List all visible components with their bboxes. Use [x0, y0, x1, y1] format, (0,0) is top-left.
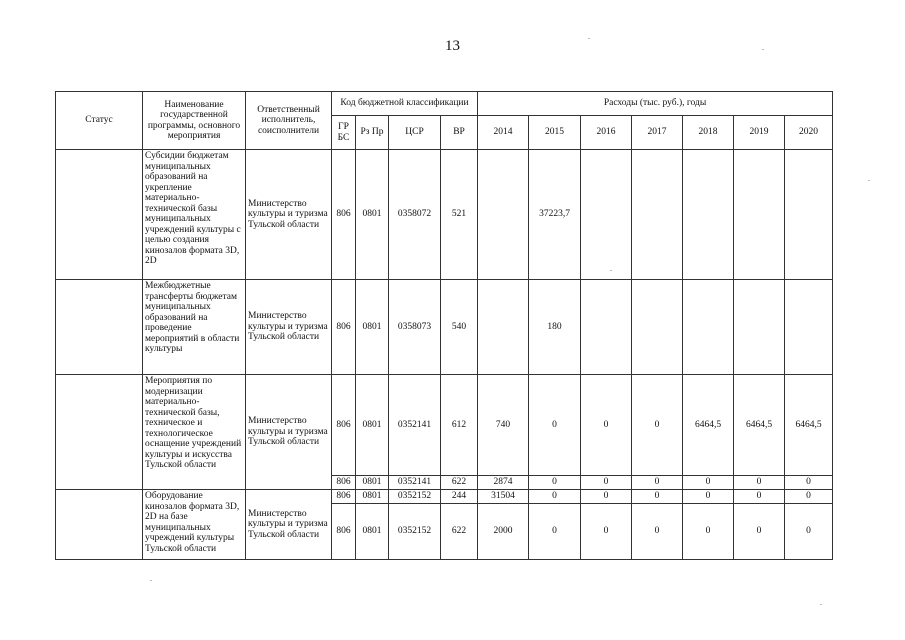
executor-cell: Министерство культуры и туризма Тульской области — [246, 280, 332, 375]
status-cell — [56, 280, 143, 375]
grbs-cell: 806 — [332, 490, 356, 504]
header-status: Статус — [56, 92, 143, 150]
value-cell: 0 — [632, 490, 683, 504]
vr-cell: 622 — [441, 504, 478, 560]
vr-cell: 521 — [441, 150, 478, 280]
value-cell — [478, 280, 529, 375]
header-csr: ЦСР — [389, 116, 441, 150]
value-cell: 0 — [683, 490, 734, 504]
value-cell — [785, 280, 833, 375]
header-vr: ВР — [441, 116, 478, 150]
value-cell: 6464,5 — [683, 375, 734, 476]
value-cell: 0 — [785, 490, 833, 504]
executor-cell: Министерство культуры и туризма Тульской области — [246, 150, 332, 280]
header-rzpr: Рз Пр — [356, 116, 389, 150]
value-cell — [734, 280, 785, 375]
scan-speck — [150, 580, 152, 581]
value-cell: 740 — [478, 375, 529, 476]
value-cell: 0 — [581, 504, 632, 560]
executor-cell: Министерство культуры и туризма Тульской области — [246, 375, 332, 490]
value-cell: 31504 — [478, 490, 529, 504]
program-name-cell: Межбюджетные трансферты бюджетам муниципальных образований на проведение мероприятий в области культуры — [143, 280, 246, 375]
grbs-cell: 806 — [332, 280, 356, 375]
program-name-cell: Мероприятия по модернизации материально-технической базы, техническое и технологическое оснащение учреждений культуры и искусства Тульской области — [143, 375, 246, 490]
scan-speck — [868, 180, 870, 181]
vr-cell: 244 — [441, 490, 478, 504]
value-cell: 0 — [529, 375, 581, 476]
header-year: 2019 — [734, 116, 785, 150]
page-number: 13 — [445, 38, 460, 54]
grbs-cell: 806 — [332, 150, 356, 280]
csr-cell: 0358073 — [389, 280, 441, 375]
value-cell: 0 — [529, 490, 581, 504]
vr-cell: 612 — [441, 375, 478, 476]
value-cell: 6464,5 — [785, 375, 833, 476]
scan-speck — [762, 49, 764, 50]
grbs-cell: 806 — [332, 375, 356, 476]
csr-cell: 0352152 — [389, 504, 441, 560]
status-cell — [56, 490, 143, 560]
value-cell: 0 — [632, 375, 683, 476]
value-cell: 37223,7 — [529, 150, 581, 280]
rzpr-cell: 0801 — [356, 476, 389, 490]
scan-speck — [588, 38, 590, 39]
value-cell — [632, 280, 683, 375]
header-budget-code: Код бюджетной классификации — [332, 92, 478, 116]
value-cell — [581, 280, 632, 375]
value-cell — [734, 150, 785, 280]
value-cell: 0 — [785, 476, 833, 490]
header-program-name: Наименование государственной программы, основного мероприятия — [143, 92, 246, 150]
header-year: 2020 — [785, 116, 833, 150]
value-cell: 2000 — [478, 504, 529, 560]
header-executor: Ответственный исполнитель, соисполнители — [246, 92, 332, 150]
scan-speck — [820, 604, 822, 605]
grbs-cell: 806 — [332, 476, 356, 490]
value-cell: 2874 — [478, 476, 529, 490]
header-year: 2015 — [529, 116, 581, 150]
rzpr-cell: 0801 — [356, 150, 389, 280]
rzpr-cell: 0801 — [356, 280, 389, 375]
value-cell: 0 — [683, 504, 734, 560]
header-year: 2014 — [478, 116, 529, 150]
value-cell: 0 — [785, 504, 833, 560]
value-cell: 0 — [581, 476, 632, 490]
value-cell — [785, 150, 833, 280]
vr-cell: 622 — [441, 476, 478, 490]
value-cell: 6464,5 — [734, 375, 785, 476]
value-cell — [581, 150, 632, 280]
vr-cell: 540 — [441, 280, 478, 375]
value-cell — [683, 150, 734, 280]
value-cell: 180 — [529, 280, 581, 375]
value-cell: 0 — [734, 476, 785, 490]
executor-cell: Министерство культуры и туризма Тульской области — [246, 490, 332, 560]
program-name-cell: Субсидии бюджетам муниципальных образований на укрепление материально-технической базы муниципальных учреждений культуры с целью создания кинозалов формата 3D, 2D — [143, 150, 246, 280]
value-cell: 0 — [632, 476, 683, 490]
csr-cell: 0352141 — [389, 375, 441, 476]
header-grbs: ГР БС — [332, 116, 356, 150]
table-row — [56, 375, 833, 476]
header-year: 2018 — [683, 116, 734, 150]
grbs-cell: 806 — [332, 504, 356, 560]
value-cell: 0 — [683, 476, 734, 490]
value-cell: 0 — [529, 476, 581, 490]
table-row — [56, 490, 833, 504]
budget-table — [55, 91, 833, 560]
csr-cell: 0358072 — [389, 150, 441, 280]
table-row — [56, 280, 833, 375]
value-cell — [632, 150, 683, 280]
header-expenses: Расходы (тыс. руб.), годы — [478, 92, 833, 116]
header-year: 2016 — [581, 116, 632, 150]
table-row — [56, 150, 833, 280]
status-cell — [56, 375, 143, 490]
value-cell — [478, 150, 529, 280]
program-name-cell: Оборудование кинозалов формата 3D, 2D на базе муниципальных учреждений культуры Тульской области — [143, 490, 246, 560]
rzpr-cell: 0801 — [356, 504, 389, 560]
value-cell — [683, 280, 734, 375]
rzpr-cell: 0801 — [356, 375, 389, 476]
rzpr-cell: 0801 — [356, 490, 389, 504]
value-cell: 0 — [734, 504, 785, 560]
scan-speck — [610, 270, 612, 271]
value-cell: 0 — [734, 490, 785, 504]
status-cell — [56, 150, 143, 280]
value-cell: 0 — [632, 504, 683, 560]
value-cell: 0 — [581, 490, 632, 504]
value-cell: 0 — [529, 504, 581, 560]
value-cell: 0 — [581, 375, 632, 476]
header-year: 2017 — [632, 116, 683, 150]
csr-cell: 0352141 — [389, 476, 441, 490]
csr-cell: 0352152 — [389, 490, 441, 504]
